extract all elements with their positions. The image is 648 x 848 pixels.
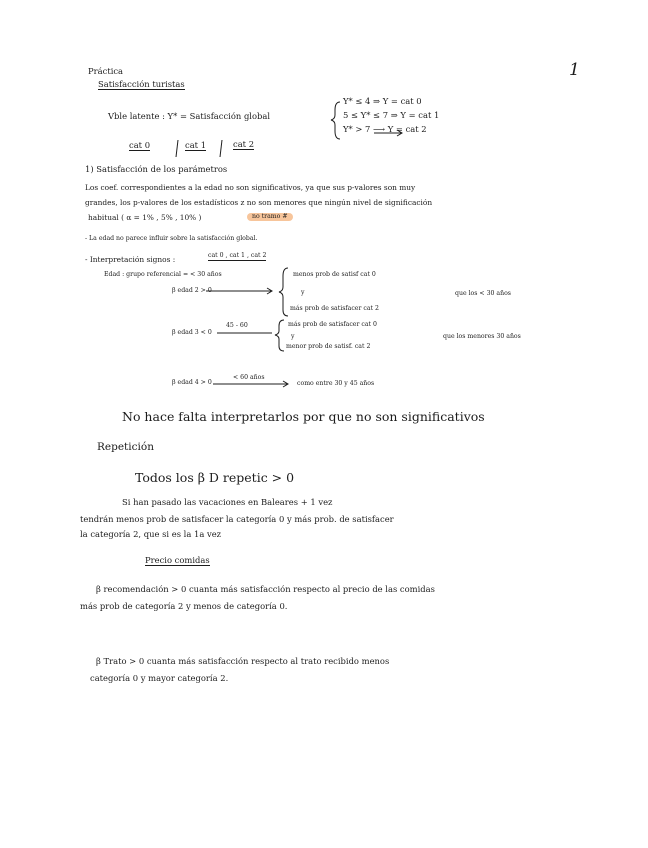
latent-condition-1: 5 ≤ Y* ≤ 7 ⇒ Y = cat 1 <box>343 110 440 120</box>
latent-brace <box>331 102 340 139</box>
edad2-line-2: y <box>301 289 305 296</box>
edad4-range: < 60 años <box>233 374 265 381</box>
edad2-brace <box>279 268 288 316</box>
edad2-line-3: más prob de satisfacer cat 2 <box>290 305 379 312</box>
repeticion-line-2: tendrán menos prob de satisfacer la categoría 0 y más prob. de satisfacer <box>80 514 394 524</box>
category-0: cat 0 <box>129 140 151 150</box>
section1-paragraph-line-3: habitual ( α = 1% , 5% , 10% ) <box>88 213 202 222</box>
highlight-note: no tramo # <box>247 213 293 221</box>
section1-heading: 1) Satisfacción de los parámetros <box>85 164 228 174</box>
edad3-note: que los menores 30 años <box>443 333 521 340</box>
repeticion-line-3: la categoría 2, que si es la 1a vez <box>80 529 222 539</box>
cat-divider-1 <box>176 140 178 157</box>
page-subtitle: Satisfacción turistas <box>98 79 185 89</box>
category-1: cat 1 <box>185 140 207 150</box>
edad3-line-3: menor prob de satisf. cat 2 <box>286 343 371 350</box>
edad2-line-1: menos prob de satisf cat 0 <box>293 271 376 278</box>
trato-line-2: categoría 0 y mayor categoría 2. <box>90 673 229 683</box>
edad3-line-1: más prob de satisfacer cat 0 <box>288 321 377 328</box>
trato-line-1: β Trato > 0 cuanta más satisfacción respecto al trato recibido menos <box>96 656 390 666</box>
cat-divider-2 <box>220 140 222 157</box>
precio-heading: Precio comidas <box>145 555 210 565</box>
repeticion-heading: Repetición <box>97 441 154 453</box>
page-title: Práctica <box>88 66 124 76</box>
repeticion-line-1: Si han pasado las vacaciones en Baleares + 1 vez <box>122 497 333 507</box>
bullet-edad: - La edad no parece influir sobre la satisfacción global. <box>85 235 258 242</box>
section1-paragraph-line-2: grandes, los p-valores de los estadísticos z no son menores que ningún nivel de significación <box>85 198 433 207</box>
page-number: 1 <box>569 60 580 80</box>
precio-line-2: más prob de categoría 2 y menos de categoría 0. <box>80 601 288 611</box>
latent-condition-2: Y* > 7 ⟶ Y = cat 2 <box>343 124 427 134</box>
edad4-beta: β edad 4 > 0 <box>172 379 212 386</box>
section1-conclusion: No hace falta interpretarlos por que no son significativos <box>122 409 485 424</box>
category-2: cat 2 <box>233 139 255 149</box>
latent-condition-0: Y* ≤ 4 ⇒ Y = cat 0 <box>343 96 422 106</box>
repeticion-beta: Todos los β D repetic > 0 <box>135 470 295 485</box>
edad3-beta: β edad 3 < 0 <box>172 329 212 336</box>
edad4-note: como entre 30 y 45 años <box>297 380 375 387</box>
latent-label: Vble latente : Y* = Satisfacción global <box>108 111 271 121</box>
bullet-signos: - Interpretación signos : <box>85 255 176 264</box>
edad3-line-2: y <box>291 333 295 340</box>
edad3-brace <box>275 320 284 351</box>
edad3-range: 45 - 60 <box>226 322 248 329</box>
edad-reference: Edad : grupo referencial = < 30 años <box>104 271 222 278</box>
section1-paragraph-line-1: Los coef. correspondientes a la edad no son significativos, ya que sus p-valores son muy <box>85 183 416 192</box>
edad2-beta: β edad 2 > 0 <box>172 287 212 294</box>
signs-categories: cat 0 , cat 1 , cat 2 <box>208 253 266 261</box>
precio-line-1: β recomendación > 0 cuanta más satisfacción respecto al precio de las comidas <box>96 584 435 594</box>
edad2-note: que los < 30 años <box>455 290 511 297</box>
